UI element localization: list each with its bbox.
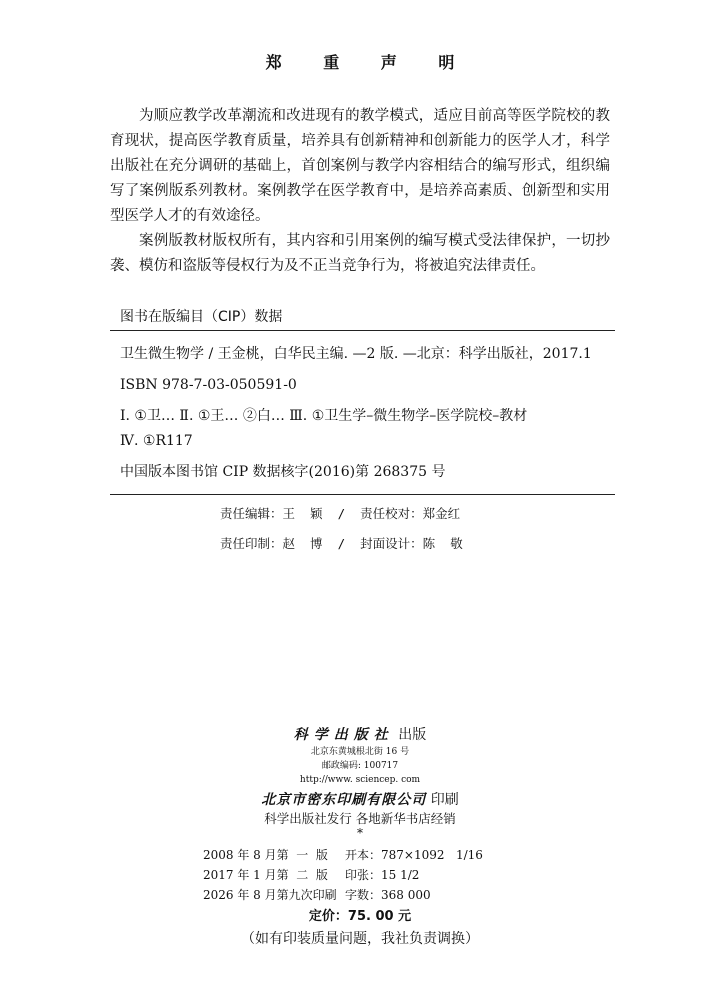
declaration-paragraph-1: 为顺应教学改革潮流和改进现有的教学模式，适应目前高等医学院校的教育现状，提高医学教育质量，培养具有创新精神和创新能力的医学人才，科学出版社在充分调研的基础上，首创案例与教学内容相结合的编写形式，组织编写了案例版系列教材。案例教学在医学教育中，是培养高素质、创新型和实用型医学人才的有效途径。 (110, 108, 610, 224)
cip-data-block (110, 330, 615, 495)
publisher-suffix: 出版 (398, 727, 427, 743)
price: 定价：75. 00 元 (308, 909, 412, 924)
declaration-title: 郑 重 声 明 (265, 53, 473, 72)
cip-classification: Ⅳ. ①R117 (120, 433, 193, 449)
cip-title-line: 卫生微生物学 / 王金桃，白华民主编. —2 版. —北京：科学出版社，2017.1 (120, 346, 592, 362)
declaration-body (110, 104, 610, 279)
edition-row-2: 2017 年 1 月第 二 版 (203, 868, 328, 882)
word-count-info: 字数：368 000 (345, 888, 431, 902)
cip-record-number: 中国版本图书馆 CIP 数据核字(2016)第 268375 号 (120, 464, 446, 480)
sheets-info: 印张：15 1/2 (345, 868, 420, 882)
edition-row-3: 2026 年 8 月第九次印刷 (203, 888, 337, 902)
publisher-address: 北京东黄城根北街 16 号 (310, 747, 410, 757)
staff-production: 责任印制：赵 博 / 封面设计：陈 敬 (220, 536, 463, 551)
format-info: 开本：787×1092 1/16 (345, 848, 483, 862)
edition-row-1: 2008 年 8 月第 一 版 (203, 848, 328, 862)
publisher-website: http://www. sciencep. com (299, 775, 421, 785)
declaration-paragraph-2: 案例版教材版权所有，其内容和引用案例的编写模式受法律保护，一切抄袭、模仿和盗版等侵权行为及不正当竞争行为，将被追究法律责任。 (110, 233, 610, 274)
printer-name: 北京市密东印刷有限公司 (261, 792, 427, 808)
exchange-note: （如有印装质量问题，我社负责调换） (241, 931, 479, 947)
cip-isbn: ISBN 978-7-03-050591-0 (120, 377, 297, 393)
publisher-line (0, 724, 720, 744)
publisher-name: 科学出版社 (293, 727, 394, 743)
cip-subject-line: Ⅰ. ①卫… Ⅱ. ①王… ②白… Ⅲ. ①卫生学–微生物学–医学院校–教材 (120, 408, 528, 424)
printer-line (0, 789, 720, 809)
distribution-line: 科学出版社发行 各地新华书店经销 (264, 811, 456, 826)
staff-editors: 责任编辑：王 颖 / 责任校对：郑金红 (220, 506, 461, 521)
publisher-postcode: 邮政编码: 100717 (321, 761, 399, 771)
cip-heading: 图书在版编目（CIP）数据 (120, 309, 283, 325)
separator-star: * (357, 826, 363, 840)
printer-suffix: 印刷 (430, 792, 459, 808)
